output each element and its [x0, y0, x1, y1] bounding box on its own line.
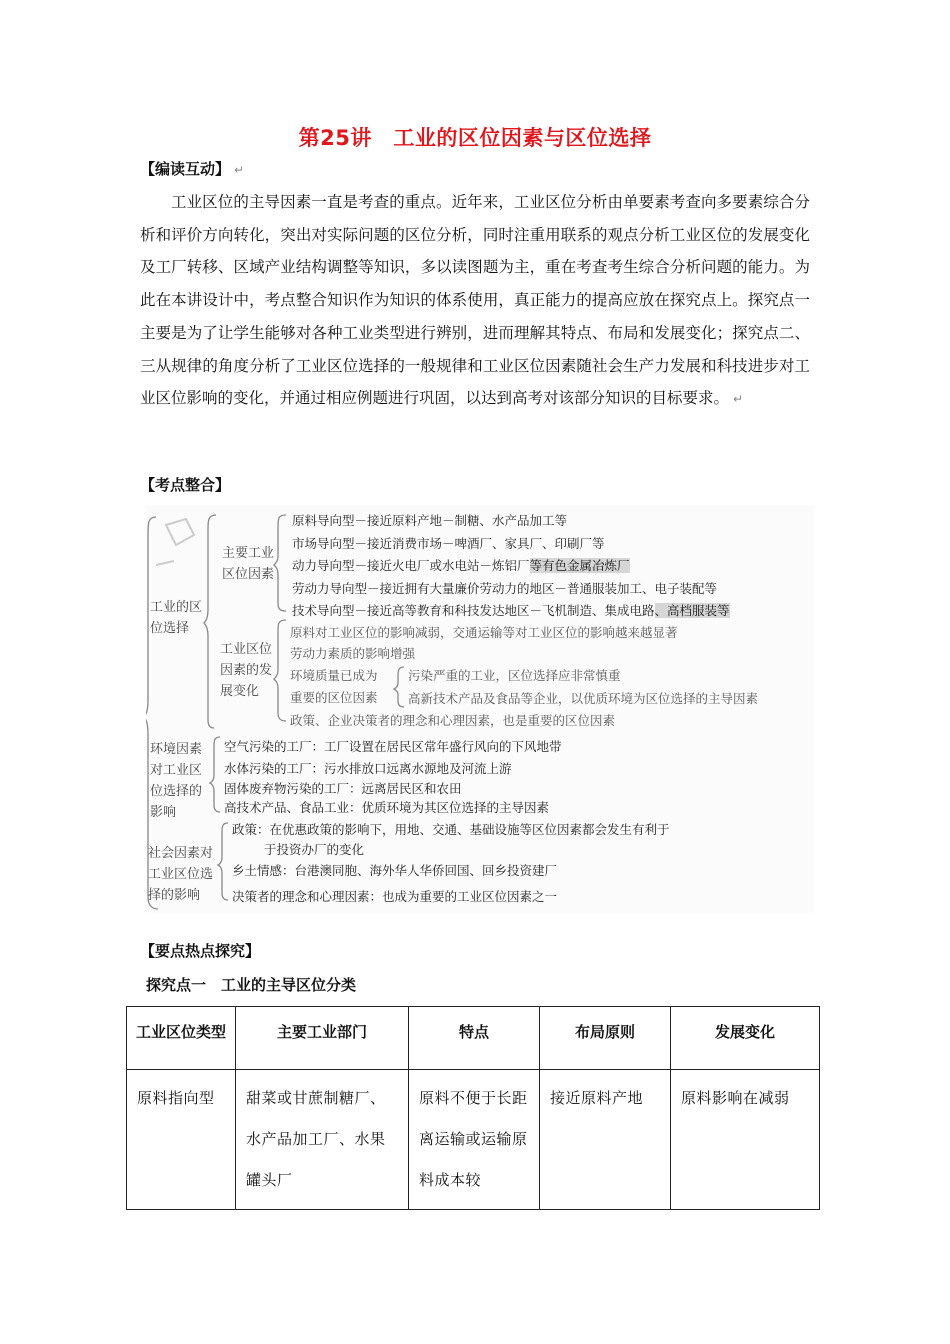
mindmap-item: 高新技术产品及食品等企业，以优质环境为区位选择的主导因素 — [408, 691, 759, 706]
mindmap-item: 动力导向型－接近火电厂或水电站－炼铝厂等有色金属冶炼厂 — [292, 558, 630, 573]
intro-paragraph: 工业区位的主导因素一直是考查的重点。近年来，工业区位分析由单要素考查向多要素综合分析和评价方向转化，突出对实际问题的区位分析，同时注重用联系的观点分析工业区位的发展变化及工厂转移、区域产业结构调整等知识，多以读图题为主，重在考查考生综合分析问题的能力。为此在本讲设计中，考点整合知识作为知识的体系使用，真正能力的提高应放在探究点上。探究点一主要是为了让学生能够对各种工业类型进行辨别，进而理解其特点、布局和发展变化；探究点二、三从规律的角度分析了工业区位选择的一般规律和工业区位因素随社会生产力发展和科技进步对工业区位影响的变化，并通过相应例题进行巩固，以达到高考对该部分知识的目标要求。 ↵ — [140, 193, 810, 408]
table-cell: 甜菜或甘蔗制糖厂、水产品加工厂、水果罐头厂 — [236, 1070, 409, 1210]
subsection-title: 探究点一 工业的主导区位分类 — [146, 976, 357, 994]
industry-location-table — [126, 1006, 820, 1210]
mindmap-item: 于投资办厂的变化 — [264, 842, 365, 857]
mindmap-item: 劳动力导向型－接近拥有大量廉价劳动力的地区－普通服装加工、电子装配等 — [292, 581, 718, 596]
mindmap-item: 原料对工业区位的影响减弱，交通运输等对工业区位的影响越来越显著 — [290, 625, 678, 640]
mindmap-item: 原料导向型－接近原料产地－制糖、水产品加工等 — [292, 513, 568, 528]
mindmap-change-label: 工业区位因素的发展变化 — [220, 642, 273, 699]
table-header-cell: 工业区位类型 — [127, 1007, 236, 1070]
mindmap-item: 高技术产品、食品工业：优质环境为其区位选择的主导因素 — [224, 800, 550, 815]
table-row — [127, 1070, 820, 1210]
mindmap-item: 重要的区位因素 — [290, 690, 378, 705]
mindmap-item: 乡土情感：台港澳同胞、海外华人华侨回国、回乡投资建厂 — [232, 863, 558, 878]
mindmap-env-label: 环境因素对工业区位选择的影响 — [150, 742, 203, 820]
section-heading-intro: 【编读互动】 ↵ — [140, 160, 245, 178]
table-cell: 原料不便于长距离运输或运输原料成本较 — [409, 1070, 540, 1210]
mindmap-main-factors-label: 主要工业区位因素 — [222, 546, 275, 582]
mindmap-item: 政策、企业决策者的理念和心理因素，也是重要的区位因素 — [290, 713, 616, 728]
mindmap-item: 劳动力素质的影响增强 — [290, 646, 416, 661]
mindmap-item: 技术导向型－接近高等教育和科技发达地区－飞机制造、集成电路、高档服装等 — [292, 603, 730, 618]
mindmap-item: 决策者的理念和心理因素：也成为重要的工业区位因素之一 — [232, 889, 558, 904]
table-cell: 接近原料产地 — [540, 1070, 671, 1210]
table-cell: 原料指向型 — [127, 1070, 236, 1210]
table-header-cell: 主要工业部门 — [236, 1007, 409, 1070]
table-header-cell: 特点 — [409, 1007, 540, 1070]
mindmap-item: 市场导向型－接近消费市场－啤酒厂、家具厂、印刷厂等 — [292, 536, 605, 551]
mindmap-item: 环境质量已成为 — [290, 668, 378, 683]
knowledge-mindmap — [146, 505, 814, 913]
table-header-cell: 布局原则 — [540, 1007, 671, 1070]
mindmap-item: 水体污染的工厂：污水排放口远离水源地及河流上游 — [224, 761, 512, 776]
mindmap-root: 工业的区位选择 — [150, 600, 203, 636]
table-header-row — [127, 1007, 820, 1070]
mindmap-item: 空气污染的工厂：工厂设置在居民区常年盛行风向的下风地带 — [224, 739, 562, 754]
mindmap-item: 政策：在优惠政策的影响下，用地、交通、基础设施等区位因素都会发生有利于 — [232, 822, 670, 837]
mindmap-social-label: 社会因素对工业区位选择的影响 — [148, 846, 214, 903]
section-heading-hotspot: 【要点热点探究】 — [140, 942, 261, 960]
mindmap-item: 污染严重的工业，区位选择应非常慎重 — [408, 668, 621, 683]
mindmap-item: 固体废弃物污染的工厂：远离居民区和农田 — [224, 781, 462, 796]
table-header-cell: 发展变化 — [671, 1007, 820, 1070]
table-cell: 原料影响在减弱 — [671, 1070, 820, 1210]
section-heading-integration: 【考点整合】 — [140, 476, 231, 494]
page-title: 第25讲 工业的区位因素与区位选择 — [298, 126, 652, 150]
